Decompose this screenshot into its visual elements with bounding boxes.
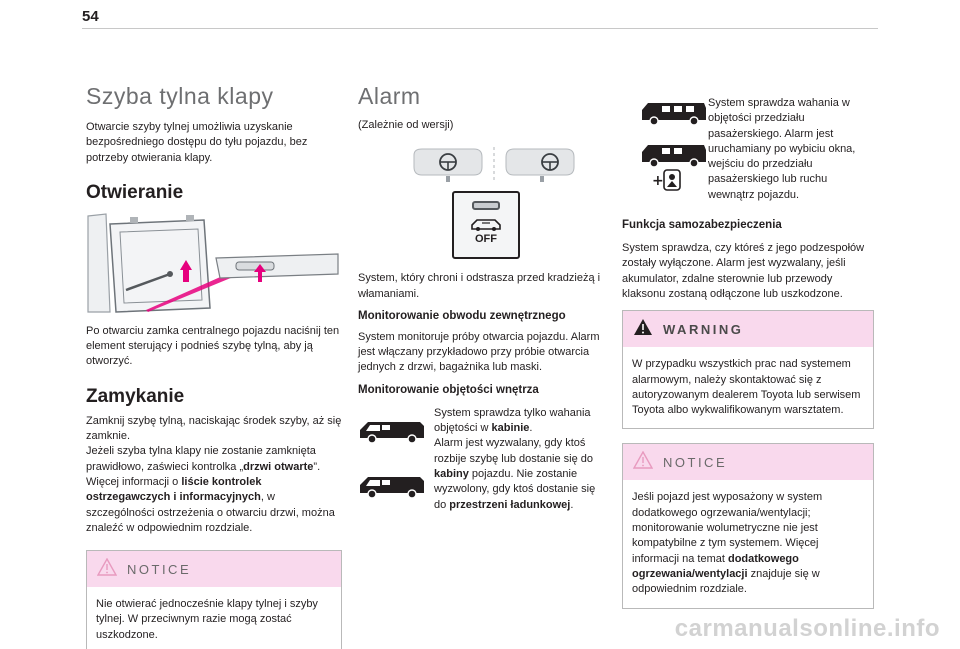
volume-text: System sprawdza tylko wahania objętości w kabinie. Alarm jest wyzwalany, gdy ktoś rozbije szybę lub dostanie się do kabiny pojazdu. Nie zostanie wyzwolony, gdy ktoś dostanie się do przestrzeni ładunkowej. [434, 406, 596, 511]
notice-box-2 [622, 443, 874, 608]
van-cabin-icon [358, 418, 426, 444]
perimeter-text: System monitoruje próby otwarcia pojazdu. Alarm jest włączany przykładowo przy próbie otwarcia jednych z drzwi, bagażnika lub maski. [358, 330, 600, 374]
notice-text: Nie otwierać jednocześnie klapy tylnej i szyby tylnej. W przeciwnym razie mogą zostać uszkodzone. [96, 598, 318, 641]
notice-warning-icon-2 [633, 451, 653, 474]
van-icons [358, 406, 434, 504]
column-rear-window [86, 80, 342, 649]
selfprotection-heading: Funkcja samozabezpieczenia [622, 219, 782, 232]
notice-warning-icon [97, 558, 117, 581]
off-label: OFF [475, 233, 497, 246]
watermark: carmanualsonline.info [674, 615, 940, 642]
column-alarm [358, 80, 612, 513]
warning-box [622, 310, 874, 429]
opening-heading: Otwieranie [86, 181, 184, 203]
closing-paragraph-1: Zamknij szybę tylną, naciskając środek szyby, aż się zamknie. [86, 414, 342, 443]
tilt-icons [622, 96, 708, 196]
alarm-description: System, który chroni i odstrasza przed kradzieżą i włamaniami. [358, 272, 601, 300]
closing-heading: Zamykanie [86, 385, 185, 407]
warning-header [623, 311, 873, 347]
opening-text: Po otwarciu zamka centralnego pojazdu naciśnij ten element sterujący i podnieś szybę tylną, aby ją otworzyć. [86, 324, 340, 368]
intro-text: Otwarcie szyby tylnej umożliwia uzyskanie bezpośredniego dostępu do tyłu pojazdu, bez potrzeby otwierania klapy. [86, 121, 308, 164]
notice-title: NOTICE [127, 561, 192, 577]
column-alarm-continued [622, 96, 874, 609]
alarm-title: Alarm [358, 83, 421, 109]
svg-text:+: + [652, 173, 664, 189]
page-number: 54 [82, 8, 99, 25]
key-fob-illustration [394, 145, 594, 185]
minibus-icon [640, 100, 708, 126]
tilt-text: System sprawdza wahania w objętości przedziału pasażerskiego. Alarm jest uruchamiany po wybiciu okna, wejściu do przedziału pasażerskiego lub ruchu wewnątrz pojazdu. [708, 97, 856, 201]
top-rule [82, 28, 878, 29]
button-led-indicator [472, 201, 500, 210]
perimeter-heading: Monitorowanie obwodu zewnętrznego [358, 309, 566, 322]
notice-header-2 [623, 444, 873, 480]
notice-text-2: Jeśli pojazd jest wyposażony w system dodatkowego ogrzewania/wentylacji; monitorowanie wolumetryczne nie jest kompatybilne z tym systemem. Więcej informacji na temat dodatkowego ogrzewania/wentylacji znajduje się w odpowiednim rozdziale. [632, 491, 823, 596]
minibus-icon-2 [640, 142, 708, 168]
section-title: Szyba tylna klapy [86, 83, 274, 109]
car-alarm-icon [468, 217, 504, 231]
van-cabin-icon-2 [358, 473, 426, 499]
tilt-monitoring-row [622, 96, 874, 203]
warning-text: W przypadku wszystkich prac nad systemem alarmowym, należy skontaktować się z autoryzowanym dealerem Toyota lub serwisem Toyota albo wykwalifikowanym warsztatem. [632, 358, 861, 417]
selfprotection-text: System sprawdza, czy któreś z jego podzespołów zostały wyłączone. Alarm jest wyzwalany, jeśli akumulator, zdalne sterownie lub przewody klaksonu zostaną odłączone lub uszkodzone. [622, 242, 865, 300]
alarm-off-button[interactable] [452, 191, 520, 259]
closing-paragraph-2: Jeżeli szyba tylna klapy nie zostanie zamknięta prawidłowo, zaświeci kontrolka „drzwi otwarte”. Więcej informacji o liście kontrolek ostrzegawczych i informacyjnych, w szczególności ostrzeżenia o otwarciu drzwi, można znaleźć w odpowiednim rozdziale. [86, 445, 335, 534]
volume-heading: Monitorowanie objętości wnętrza [358, 383, 539, 396]
volume-monitoring-row [358, 406, 612, 513]
add-sensor-icon [652, 168, 682, 192]
warning-icon [633, 318, 653, 341]
notice-title-2: NOTICE [663, 454, 728, 470]
notice-header [87, 551, 341, 587]
notice-box [86, 550, 342, 649]
rear-window-illustration [86, 212, 340, 316]
alarm-subtitle: (Zależnie od wersji) [358, 119, 454, 131]
warning-title: WARNING [663, 321, 744, 337]
